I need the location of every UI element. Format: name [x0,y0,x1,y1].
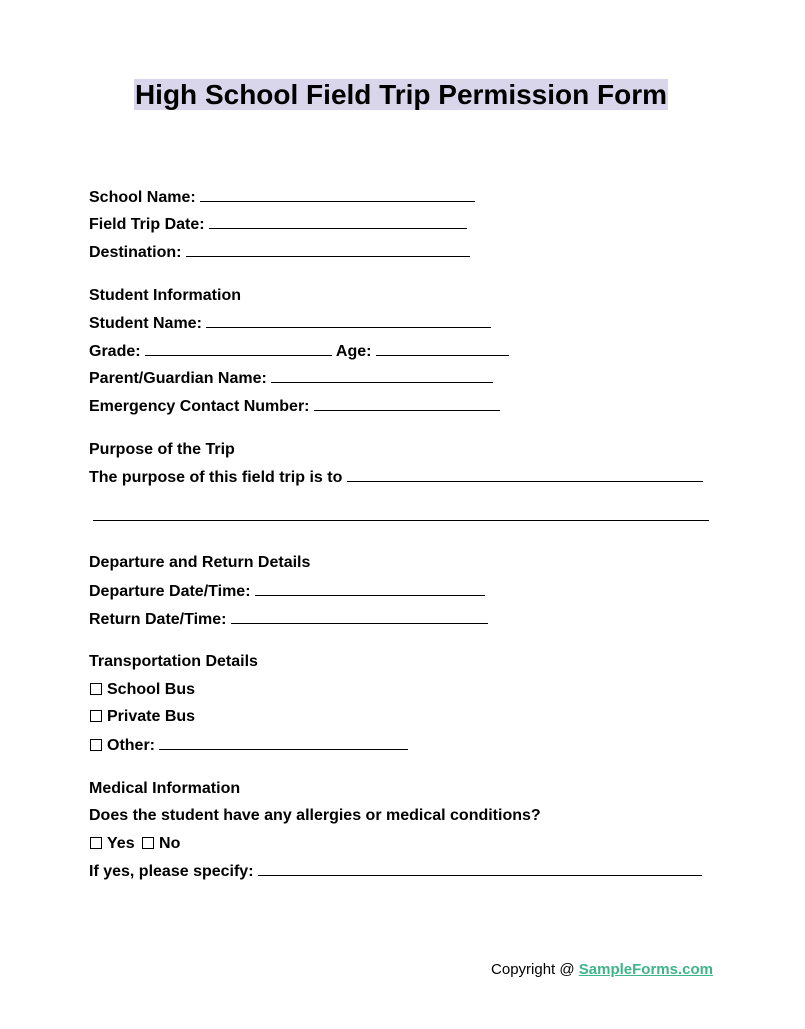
no-label: No [159,835,181,852]
departure-field[interactable] [255,581,485,596]
transport-section-heading: Transportation Details [89,653,258,670]
guardian-label: Parent/Guardian Name: [89,370,267,387]
purpose-extra-line[interactable] [93,520,709,521]
age-field[interactable] [376,341,509,356]
trip-date-field[interactable] [209,214,467,229]
student-name-label: Student Name: [89,315,202,332]
other-label: Other: [107,737,155,754]
medical-section-heading: Medical Information [89,780,241,797]
emergency-row [89,396,500,417]
return-label: Return Date/Time: [89,611,227,628]
school-name-row [89,187,475,208]
grade-age-row [89,341,509,362]
grade-field[interactable] [145,341,332,356]
purpose-field[interactable] [347,467,703,482]
brand-link[interactable]: SampleForms.com [578,961,713,978]
specify-field[interactable] [258,861,702,876]
yes-label: Yes [107,835,135,852]
trip-date-row [89,214,467,235]
school-name-field[interactable] [200,187,475,202]
trip-date-label: Field Trip Date: [89,216,205,233]
purpose-label: The purpose of this field trip is to [89,469,343,486]
medical-question: Does the student have any allergies or medical conditions? [89,807,541,824]
transport-option-other[interactable] [89,735,408,756]
other-checkbox[interactable] [90,739,102,751]
return-field[interactable] [231,609,488,624]
student-name-field[interactable] [206,313,491,328]
specify-label: If yes, please specify: [89,863,254,880]
destination-field[interactable] [186,242,470,257]
transport-option-school-bus[interactable] [89,680,195,700]
student-section-heading: Student Information [89,287,241,304]
no-checkbox[interactable] [142,837,154,849]
guardian-field[interactable] [271,368,493,383]
destination-label: Destination: [89,244,182,261]
private-bus-checkbox[interactable] [90,710,102,722]
age-label: Age: [335,343,372,360]
student-name-row [89,313,491,334]
footer [491,960,713,980]
grade-label: Grade: [89,343,141,360]
private-bus-label: Private Bus [107,708,196,725]
medical-yes-no-row [89,834,180,854]
purpose-row [89,467,703,488]
purpose-section-heading: Purpose of the Trip [89,441,235,458]
emergency-label: Emergency Contact Number: [89,398,310,415]
school-bus-checkbox[interactable] [90,683,102,695]
destination-row [89,242,470,263]
form-title-text: High School Field Trip Permission Form [134,79,668,110]
yes-checkbox[interactable] [90,837,102,849]
other-field[interactable] [159,735,408,750]
departure-row [89,581,485,602]
form-title [0,79,802,111]
school-name-label: School Name: [89,189,196,206]
transport-option-private-bus[interactable] [89,707,195,727]
guardian-row [89,368,493,389]
departure-section-heading: Departure and Return Details [89,554,311,571]
medical-specify-row [89,861,702,882]
departure-label: Departure Date/Time: [89,583,251,600]
emergency-field[interactable] [314,396,500,411]
return-row [89,609,488,630]
copyright-text: Copyright @ [491,961,575,978]
school-bus-label: School Bus [107,681,196,698]
